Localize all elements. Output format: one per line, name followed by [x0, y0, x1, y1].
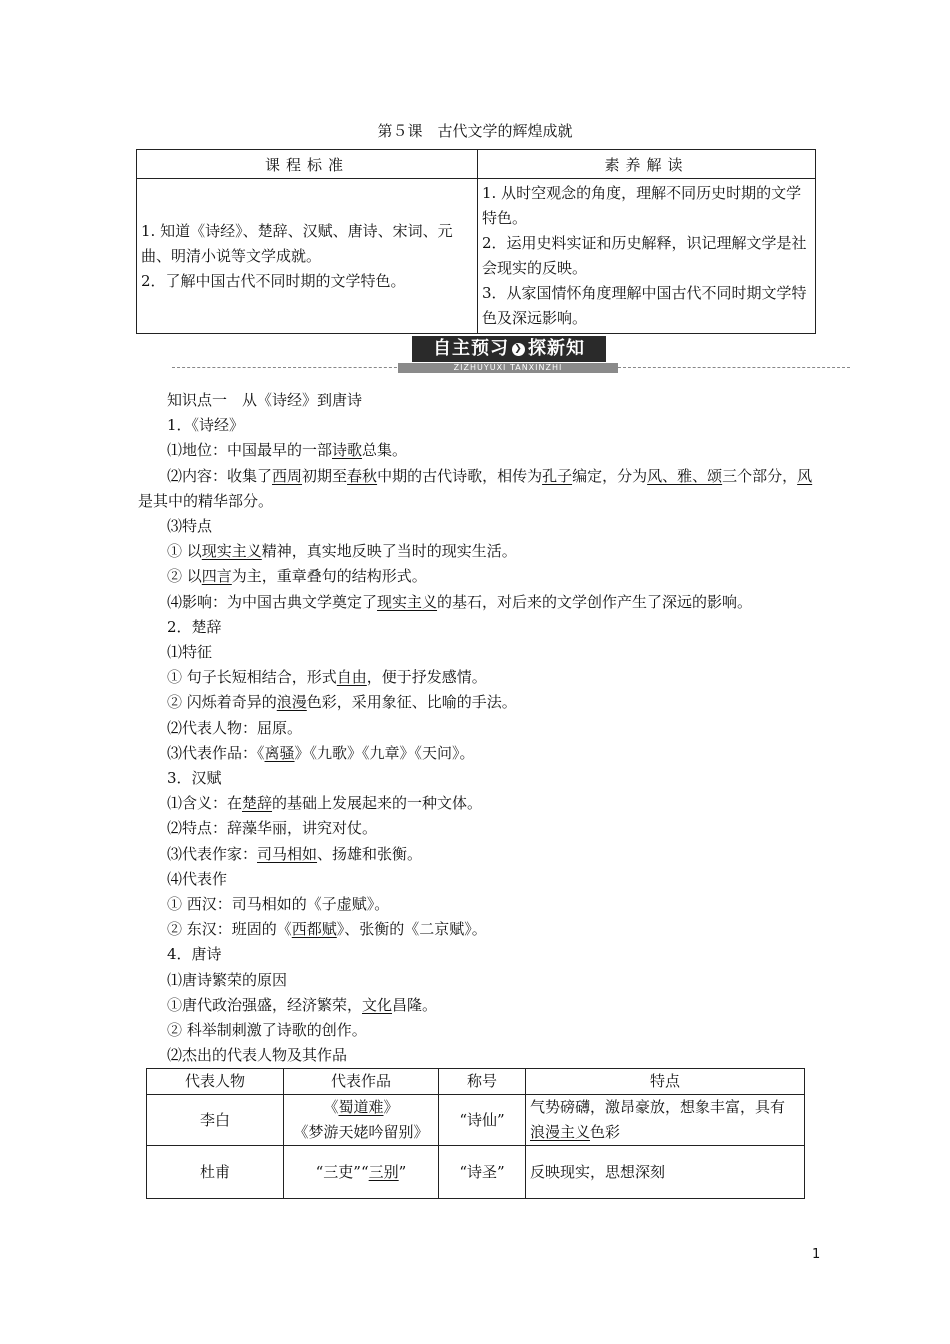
poet-feature: 气势磅礴，激昂豪放，想象丰富，具有浪漫主义色彩 — [526, 1095, 805, 1146]
paragraph: ② 科举制刺激了诗歌的创作。 — [167, 1021, 367, 1040]
main-content — [138, 388, 818, 1068]
standards-cell — [137, 179, 478, 334]
paragraph: ① 以现实主义精神，真实地反映了当时的现实生活。 — [167, 542, 517, 561]
banner-title: 自主预习 ❯ 探新知 — [412, 336, 606, 362]
table-header: 特点 — [526, 1069, 805, 1095]
paragraph: ① 西汉：司马相如的《子虚赋》。 — [167, 895, 390, 914]
poet-feature: 反映现实，思想深刻 — [526, 1146, 805, 1199]
paragraph: ⑷影响：为中国古典文学奠定了现实主义的基石，对后来的文学创作产生了深远的影响。 — [167, 592, 753, 611]
paragraph: ⑵代表人物：屈原。 — [167, 718, 303, 737]
poet-title: “诗圣” — [439, 1146, 526, 1199]
literacy-cell — [478, 179, 816, 334]
section-heading: 知识点一 从《诗经》到唐诗 — [167, 391, 363, 409]
curriculum-standards-table — [136, 149, 816, 334]
table-row — [147, 1095, 805, 1146]
paragraph: ② 东汉：班固的《西都赋》、张衡的《二京赋》。 — [167, 920, 487, 939]
banner-divider-left — [172, 367, 402, 368]
standards-header: 课程标准 — [137, 150, 478, 179]
table-header: 称号 — [439, 1069, 526, 1095]
topic-heading: 2．楚辞 — [167, 617, 222, 636]
table-header: 代表人物 — [147, 1069, 284, 1095]
paragraph: ② 以四言为主，重章叠句的结构形式。 — [167, 567, 427, 586]
standard-item: 1. 知道《诗经》、楚辞、汉赋、唐诗、宋词、元曲、明清小说等文学成就。 — [141, 221, 453, 265]
banner-divider-right — [618, 367, 850, 368]
topic-heading: 1．《诗经》 — [167, 416, 245, 435]
topic-heading: 4．唐诗 — [167, 945, 222, 964]
page-number: 1 — [812, 1247, 821, 1262]
literacy-item: 2．运用史料实证和历史解释，识记理解文学是社会现实的反映。 — [482, 234, 807, 277]
banner-subtitle: ZIZHUYUXI TANXINZHI — [398, 363, 618, 373]
paragraph: ① 句子长短相结合，形式自由，便于抒发感情。 — [167, 668, 487, 687]
paragraph: ⑶特点 — [167, 517, 213, 536]
paragraph: ⑴唐诗繁荣的原因 — [167, 970, 288, 989]
standard-item: 2．了解中国古代不同时期的文学特色。 — [141, 271, 406, 290]
paragraph: ⑵内容：收集了西周初期至春秋中期的古代诗歌，相传为孔子编定，分为风、雅、颂三个部分，风是其中的精华部分。 — [138, 466, 813, 510]
section-banner — [0, 336, 950, 376]
table-row — [147, 1146, 805, 1199]
poet-name: 杜甫 — [147, 1146, 284, 1199]
poet-works: “三吏”“三别” — [284, 1146, 439, 1199]
literacy-item: 1. 从时空观念的角度，理解不同历史时期的文学特色。 — [482, 184, 802, 227]
table-header: 代表作品 — [284, 1069, 439, 1095]
poet-title: “诗仙” — [439, 1095, 526, 1146]
paragraph: ② 闪烁着奇异的浪漫色彩，采用象征、比喻的手法。 — [167, 693, 517, 712]
poets-table — [146, 1068, 805, 1199]
paragraph: ⑶代表作品：《离骚》《九歌》《九章》《天问》。 — [167, 743, 475, 762]
paragraph: ⑴特征 — [167, 643, 213, 662]
paragraph: ①唐代政治强盛，经济繁荣，文化昌隆。 — [167, 995, 438, 1014]
paragraph: ⑶代表作家：司马相如、扬雄和张衡。 — [167, 844, 423, 863]
literacy-item: 3．从家国情怀角度理解中国古代不同时期文学特色及深远影响。 — [482, 284, 807, 327]
paragraph: ⑵杰出的代表人物及其作品 — [167, 1046, 348, 1065]
chevron-right-icon: ❯ — [512, 343, 525, 356]
literacy-header: 素养解读 — [478, 150, 816, 179]
paragraph: ⑵特点：辞藻华丽，讲究对仗。 — [167, 819, 378, 838]
lesson-title: 第５课 古代文学的辉煌成就 — [377, 122, 573, 140]
topic-heading: 3．汉赋 — [167, 769, 222, 788]
paragraph: ⑴地位：中国最早的一部诗歌总集。 — [167, 441, 408, 460]
paragraph: ⑷代表作 — [167, 869, 228, 888]
poet-name: 李白 — [147, 1095, 284, 1146]
paragraph: ⑴含义：在楚辞的基础上发展起来的一种文体。 — [167, 794, 483, 813]
poet-works: 《蜀道难》 《梦游天姥吟留别》 — [284, 1095, 439, 1146]
